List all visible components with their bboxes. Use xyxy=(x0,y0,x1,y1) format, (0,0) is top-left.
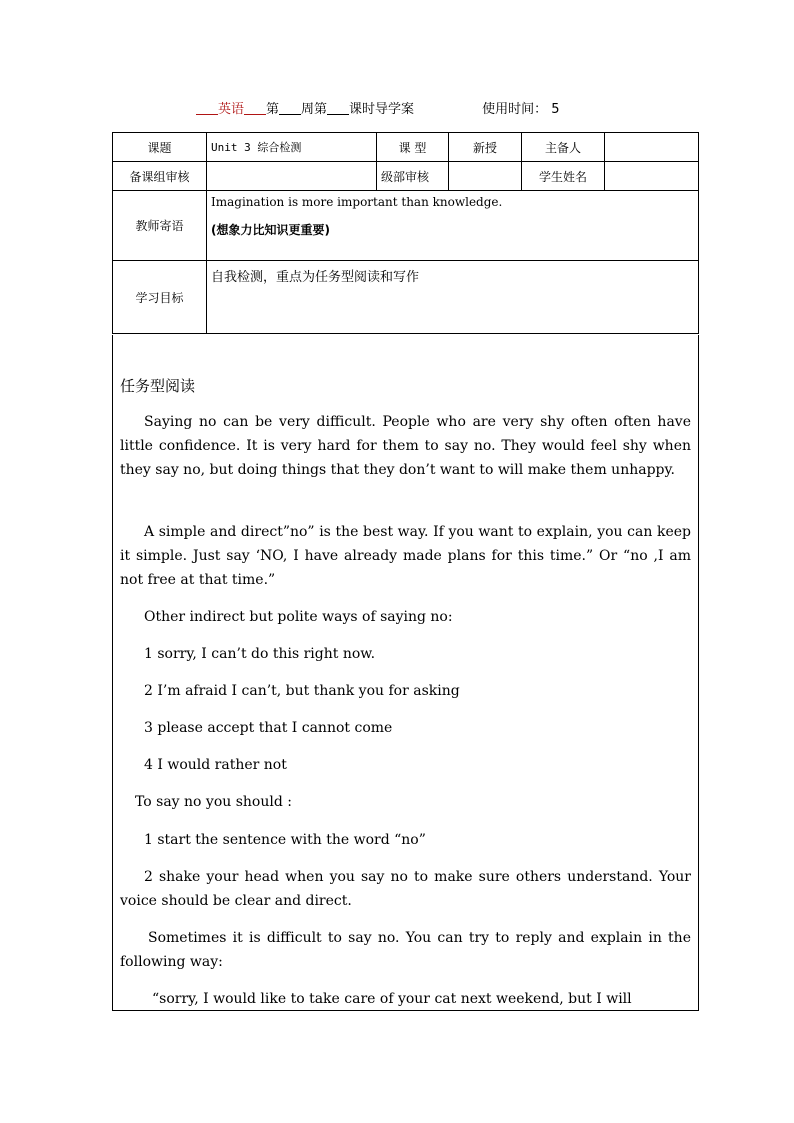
list-item: 2 I’m afraid I can’t, but thank you for asking xyxy=(144,683,460,699)
teacher-message-cn: (想象力比知识更重要) xyxy=(211,223,330,237)
paragraph-to-say-no: To say no you should : xyxy=(135,794,292,810)
topic-label: 课题 xyxy=(113,133,207,162)
goal-label: 学习目标 xyxy=(113,261,207,334)
type-label: 课 型 xyxy=(377,133,449,162)
student-name-value[interactable] xyxy=(605,162,699,191)
paragraph-3: Other indirect but polite ways of saying no: xyxy=(144,609,453,625)
grade-review-label: 级部审核 xyxy=(377,162,449,191)
list-item: 4 I would rather not xyxy=(144,757,287,773)
list-item: 3 please accept that I cannot come xyxy=(144,720,393,736)
paragraph-1: Saying no can be very difficult. People who are very shy often often have little confidence. It is very hard for them to say no. They would feel shy when they say no, but doing things that they don’t want to will make them unhappy. xyxy=(120,414,691,478)
header-part3: 课时导学案 xyxy=(349,102,415,117)
type-value: 新授 xyxy=(449,133,522,162)
teacher-message-en: Imagination is more important than knowledge. xyxy=(211,195,503,209)
goal-cell xyxy=(207,261,699,334)
header-part2: 周第 xyxy=(301,102,328,117)
blank-line xyxy=(196,102,218,115)
preparer-value[interactable] xyxy=(605,133,699,162)
header-part1: 第 xyxy=(266,102,280,117)
paragraph-example: “sorry, I would like to take care of your cat next weekend, but I will xyxy=(152,991,632,1007)
time-label: 使用时间： xyxy=(482,102,548,117)
subject-label: 英语 xyxy=(218,102,245,117)
list-item: 1 sorry, I can’t do this right now. xyxy=(144,646,376,662)
section-title: 任务型阅读 xyxy=(120,377,196,395)
teacher-message-cell xyxy=(207,191,699,261)
paragraph-2: A simple and direct”no” is the best way. If you want to explain, you can keep it simple. Just say ‘NO, I have already made plans for this time.” Or “no ,I am not free at that time.” xyxy=(120,524,691,588)
blank-line xyxy=(327,102,349,115)
lesson-info-table xyxy=(112,132,699,334)
topic-value: Unit 3 综合检测 xyxy=(207,133,377,162)
list-item: 2 shake your head when you say no to make sure others understand. Your voice should be clear and direct. xyxy=(120,869,691,909)
teacher-message-label: 教师寄语 xyxy=(113,191,207,261)
paragraph-sometimes: Sometimes it is difficult to say no. You can try to reply and explain in the following way: xyxy=(120,930,691,970)
list-item: 1 start the sentence with the word “no” xyxy=(144,832,426,848)
grade-review-value[interactable] xyxy=(449,162,522,191)
blank-line xyxy=(244,102,266,115)
document-header xyxy=(196,98,560,117)
time-value: 5 xyxy=(551,102,560,117)
goal-value: 自我检测，重点为任务型阅读和写作 xyxy=(211,269,420,285)
preparer-label: 主备人 xyxy=(522,133,605,162)
blank-line xyxy=(279,102,301,115)
student-name-label: 学生姓名 xyxy=(522,162,605,191)
group-review-value[interactable] xyxy=(207,162,377,191)
group-review-label: 备课组审核 xyxy=(113,162,207,191)
